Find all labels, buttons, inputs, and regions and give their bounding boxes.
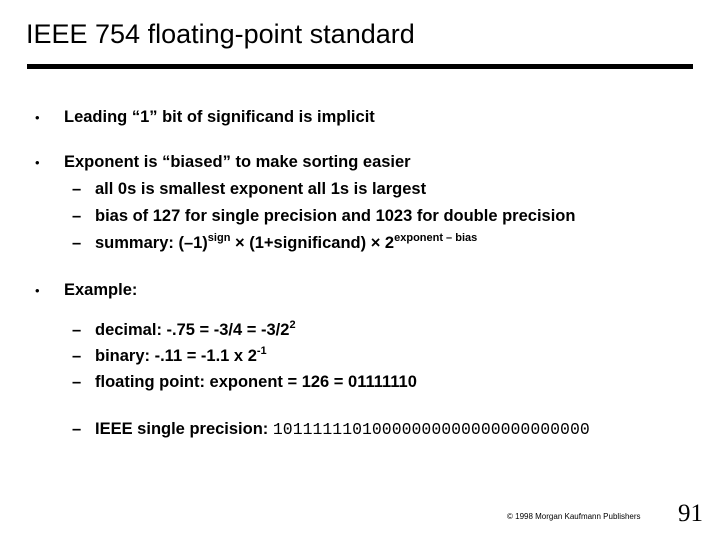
- slide-title: IEEE 754 floating-point standard: [26, 19, 415, 49]
- bullet-marker: •: [35, 110, 40, 125]
- sub-item-label: IEEE single precision:: [95, 420, 273, 438]
- sub-item-floating-point: [72, 373, 417, 392]
- sup-value: -1: [256, 344, 267, 357]
- dash-marker: –: [72, 373, 82, 391]
- sub-item-text: floating point: exponent = 126 = 01111110: [95, 373, 417, 391]
- sub-item-text: bias of 127 for single precision and 1023 for double precision: [95, 207, 576, 225]
- bullet-marker: •: [35, 155, 40, 170]
- sub-item-decimal: [72, 318, 296, 340]
- sub-item-text: decimal: -.75 = -3/4 = -3/2: [95, 321, 290, 339]
- sub-item-zeros-ones: [72, 180, 426, 199]
- title-rule: [27, 64, 693, 69]
- dash-marker: –: [72, 420, 82, 438]
- formula-sup-exponent: exponent – bias: [394, 231, 478, 244]
- sub-item-text: binary: -.11 = -1.1 x 2: [95, 347, 257, 365]
- sub-item-ieee-single: [72, 420, 590, 439]
- page-number: 91: [678, 500, 703, 527]
- bullet-biased-exponent: Exponent is “biased” to make sorting easier: [64, 153, 411, 171]
- bullet-implicit-bit: Leading “1” bit of significand is implicit: [64, 108, 375, 126]
- dash-marker: –: [72, 180, 82, 198]
- copyright-footer: © 1998 Morgan Kaufmann Publishers: [507, 512, 641, 521]
- dash-marker: –: [72, 207, 82, 225]
- sub-item-summary-formula: [72, 231, 478, 253]
- bullet-marker: •: [35, 283, 40, 298]
- formula-middle: × (1+significand) × 2: [230, 234, 395, 252]
- dash-marker: –: [72, 347, 82, 365]
- bullet-example: Example:: [64, 281, 138, 299]
- sub-item-binary: [72, 344, 267, 366]
- formula-sup-sign: sign: [207, 231, 231, 244]
- sub-item-bias: [72, 207, 575, 226]
- sub-item-text: all 0s is smallest exponent all 1s is largest: [95, 180, 427, 198]
- dash-marker: –: [72, 321, 82, 339]
- dash-marker: –: [72, 234, 82, 252]
- binary-representation: 10111111010000000000000000000000: [272, 420, 590, 439]
- formula-prefix: summary: (–1): [95, 234, 208, 252]
- sup-value: 2: [289, 318, 296, 331]
